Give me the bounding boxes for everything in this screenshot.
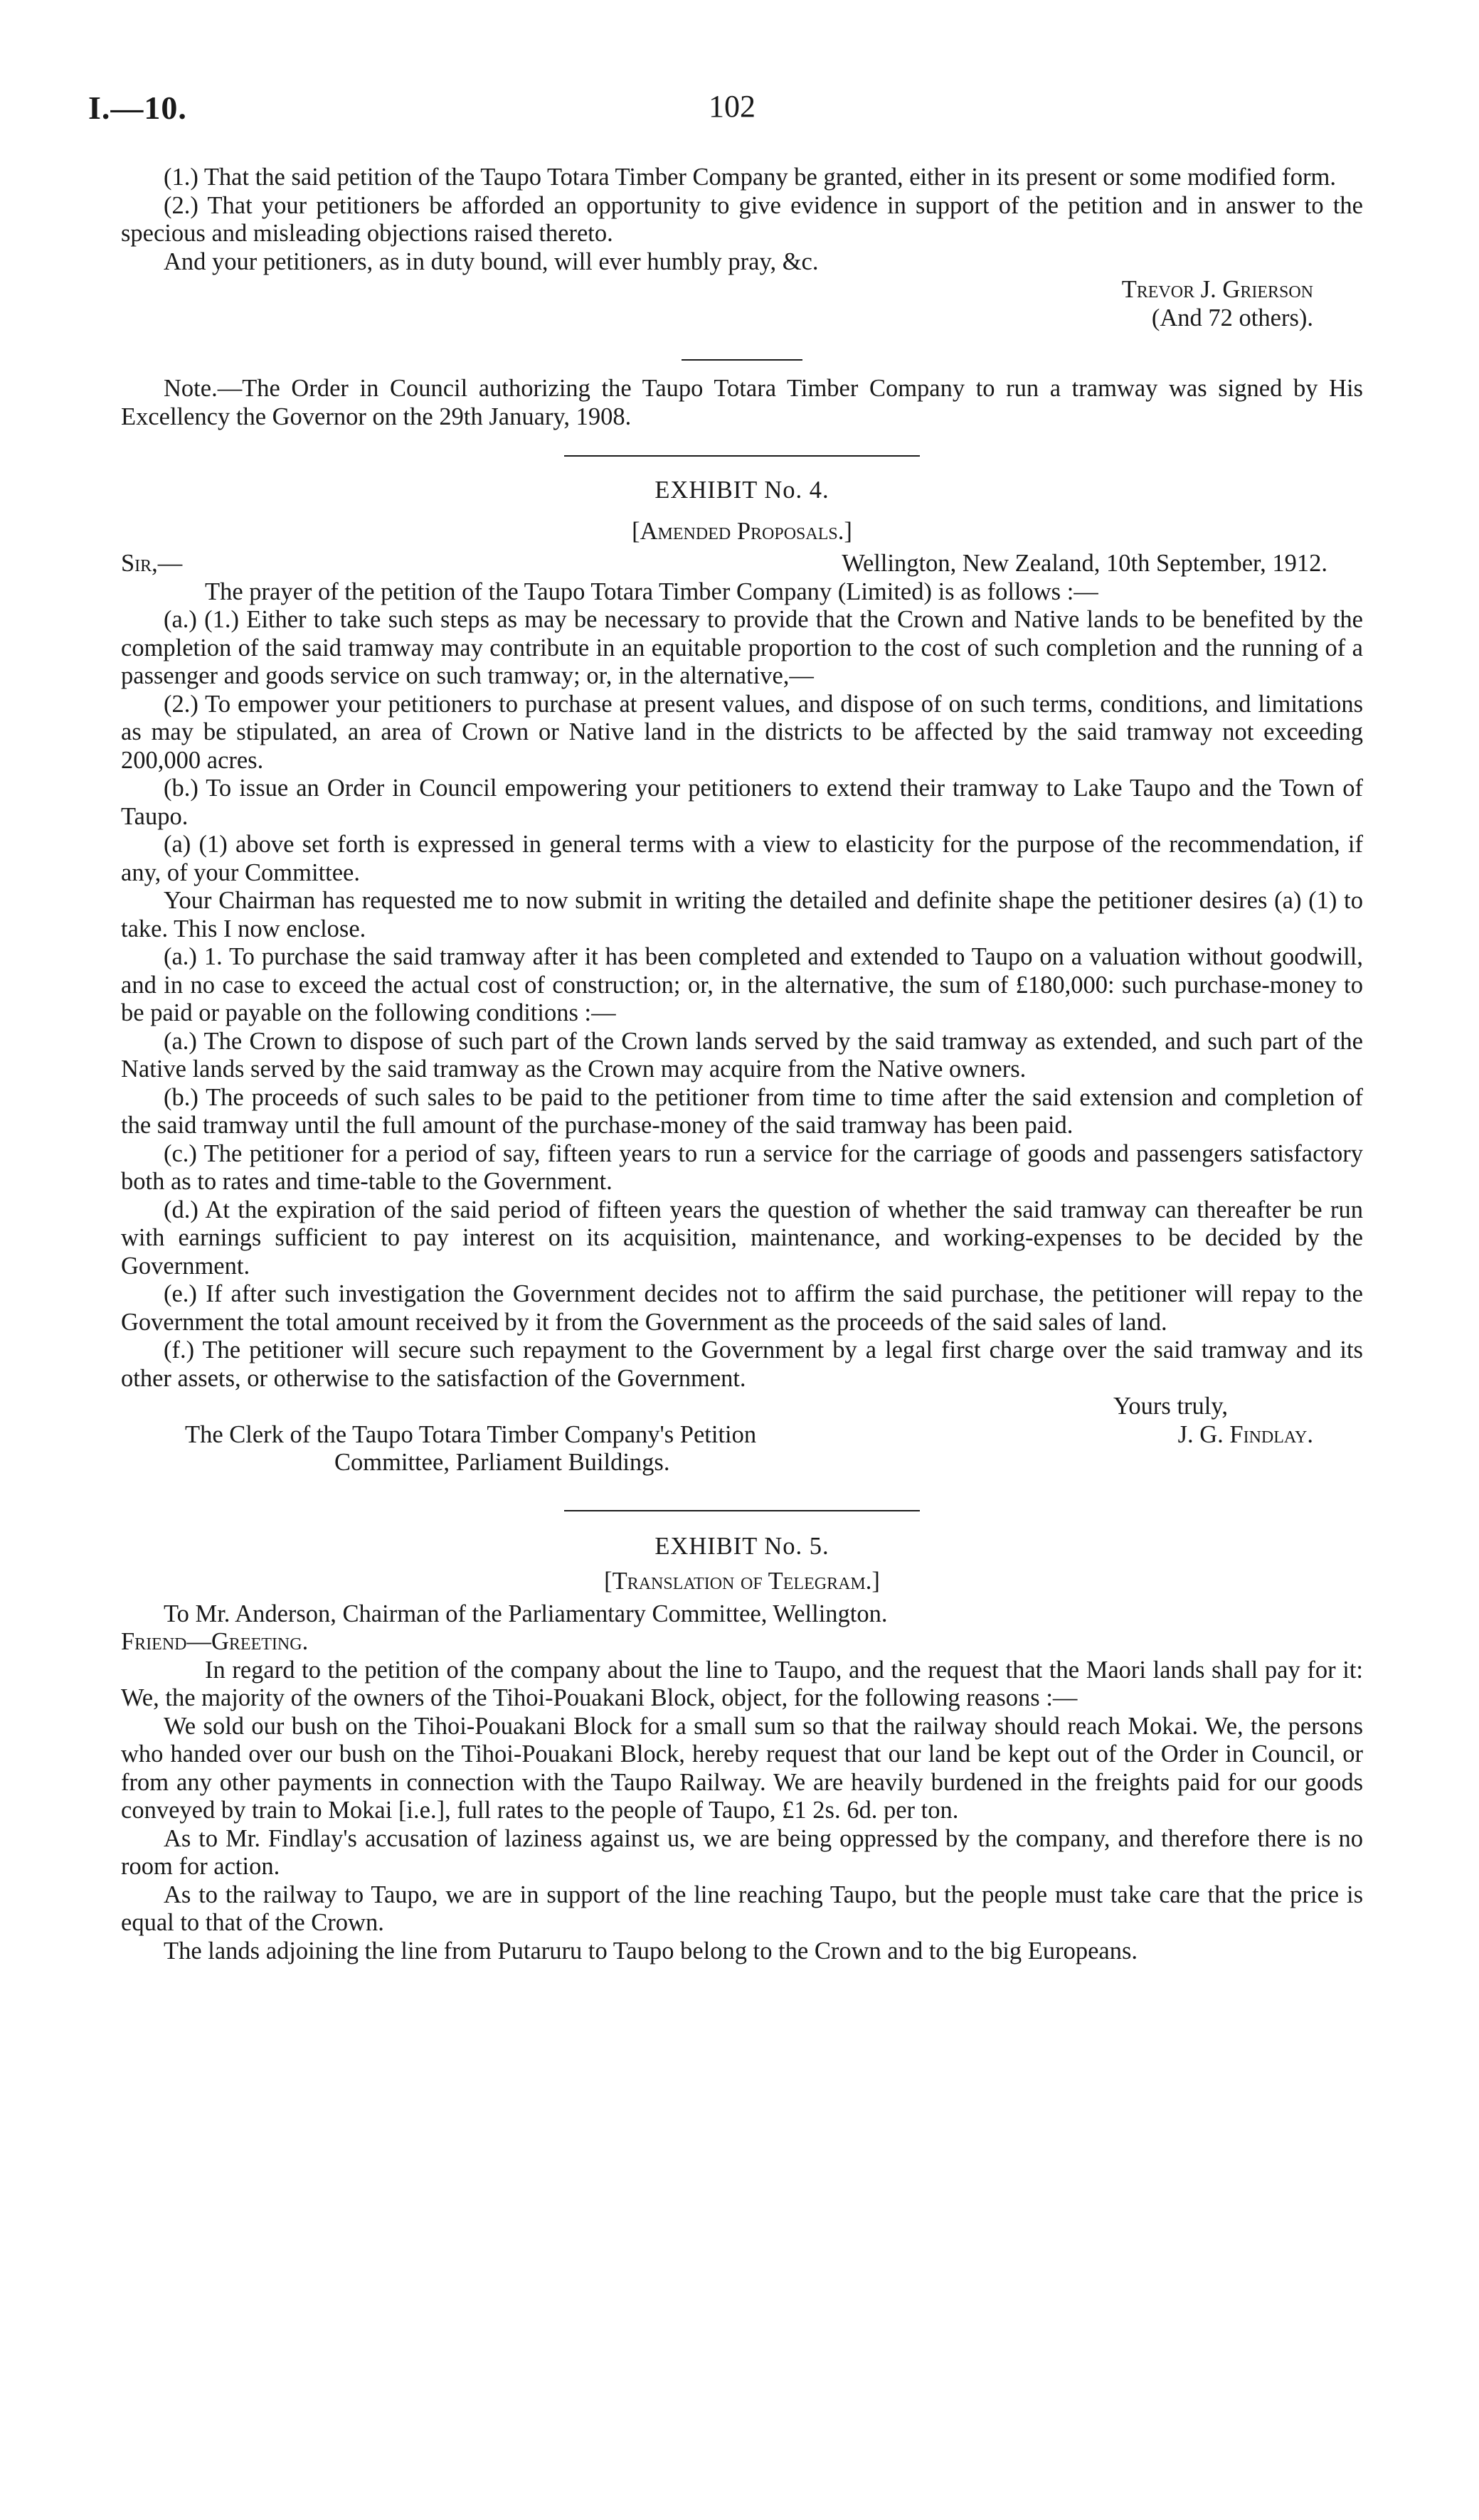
exhibit-4-title: EXHIBIT No. 4. (654, 477, 829, 504)
greeting: Friend—Greeting. (121, 1628, 309, 1655)
paragraph: (d.) At the expiration of the said period of fifteen years the question of whether the said tramway can thereafter be run with earnings sufficient to pay interest on its acquisition, maintenance, and working-expenses to be decided by the Government. (121, 1196, 1363, 1280)
addressee-row (121, 1421, 1363, 1450)
addressee-line-2: Committee, Parliament Buildings. (334, 1449, 670, 1476)
telegram-to: To Mr. Anderson, Chairman of the Parliamentary Committee, Wellington. (164, 1600, 888, 1627)
signatory-grierson: Trevor J. Grierson (1121, 276, 1313, 303)
paragraph: In regard to the petition of the company about the line to Taupo, and the request that the Maori lands shall pay for it: We, the majority of the owners of the Tihoi-Pouakani Block, object, for the following reasons :— (121, 1656, 1363, 1711)
paragraph: (2.) To empower your petitioners to purchase at present values, and dispose of on such terms, conditions, and limitations as may be stipulated, an area of Crown or Native land in the districts to be affected by the said tramway not exceeding 200,000 acres. (121, 690, 1363, 774)
divider (564, 455, 920, 457)
paragraph: The lands adjoining the line from Putaruru to Taupo belong to the Crown and to the big Europeans. (164, 1937, 1138, 1965)
exhibit-5-subtitle: [Translation of Telegram.] (604, 1568, 880, 1595)
paragraph: (a.) (1.) Either to take such steps as may be necessary to provide that the Crown and Native lands to be benefited by the completion of the said tramway may contribute in an equitable proportion to the cost of such completion and the running of a passenger and goods service on such tramway; or, in the alternative,— (121, 606, 1363, 689)
paragraph: (a.) 1. To purchase the said tramway after it has been completed and extended to Taupo on a valuation without goodwill, and in no case to exceed the actual cost of construction; or, in the alternative, the sum of £180,000: such purchase-money to be paid or payable on the following conditions :— (121, 943, 1363, 1026)
closing: Yours truly, (1113, 1393, 1228, 1420)
salutation: Sir,— (121, 550, 183, 577)
paragraph: We sold our bush on the Tihoi-Pouakani Block for a small sum so that the railway should reach Mokai. We, the persons who handed over our bush on the Tihoi-Pouakani Block, hereby request that our land be kept out of the Order in Council, or from any other payments in connection with the Taupo Railway. We are heavily burdened in the freights paid for our goods conveyed by train to Mokai [i.e.], full rates to the people of Taupo, £1 2s. 6d. per ton. (121, 1712, 1363, 1824)
exhibit-4 (121, 477, 1363, 1477)
paragraph: (f.) The petitioner will secure such repayment to the Government by a legal first charge over the said tramway and its other assets, or otherwise to the satisfaction of the Government. (121, 1336, 1363, 1392)
divider (564, 1510, 920, 1511)
signatory-others: (And 72 others). (1151, 304, 1313, 331)
paragraph: As to Mr. Findlay's accusation of laziness against us, we are being oppressed by the company, and therefore there is no room for action. (121, 1824, 1363, 1880)
paragraph: As to the railway to Taupo, we are in support of the line reaching Taupo, but the people must take care that the price is equal to that of the Crown. (121, 1881, 1363, 1936)
page-body (121, 164, 1363, 1965)
petition-item: (2.) That your petitioners be afforded an opportunity to give evidence in support of the petition and in answer to the specious and misleading objections raised thereto. (121, 191, 1363, 247)
paragraph: (c.) The petitioner for a period of say, fifteen years to run a service for the carriage of goods and passengers satisfactory both as to rates and time-table to the Government. (121, 1139, 1363, 1195)
place-date: Wellington, New Zealand, 10th September, 1912. (842, 550, 1327, 577)
paragraph: Your Chairman has requested me to now submit in writing the detailed and definite shape the petitioner desires (a) (1) to take. This I now enclose. (121, 887, 1363, 942)
exhibit-4-subtitle: [Amended Proposals.] (632, 517, 852, 545)
salutation-row (121, 550, 1363, 578)
petition-item: (1.) That the said petition of the Taupo Totara Timber Company be granted, either in its present or some modified form. (164, 164, 1336, 191)
petition-close (121, 164, 1363, 332)
paragraph: The prayer of the petition of the Taupo Totara Timber Company (Limited) is as follows :— (205, 578, 1098, 605)
exhibit-5-title: EXHIBIT No. 5. (654, 1532, 829, 1560)
exhibit-5 (121, 1533, 1363, 1966)
paragraph: (a) (1) above set forth is expressed in general terms with a view to elasticity for the purpose of the recommendation, if any, of your Committee. (121, 831, 1363, 886)
series-code: I.—10. (88, 90, 187, 126)
page-number: 102 (709, 89, 756, 124)
paragraph: (e.) If after such investigation the Government decides not to affirm the said purchase, the petitioner will repay to the Government the total amount received by it from the Government as the proceeds of the said sales of land. (121, 1280, 1363, 1336)
divider (682, 359, 802, 361)
note: Note.—The Order in Council authorizing the Taupo Totara Timber Company to run a tramway was signed by His Excellency the Governor on the 29th January, 1908. (121, 375, 1363, 430)
signatory-findlay: J. G. Findlay. (1177, 1420, 1313, 1448)
paragraph: (b.) The proceeds of such sales to be paid to the petitioner from time to time after the said extension and completion of the said tramway until the full amount of the purchase-money of the said tramway has been paid. (121, 1083, 1363, 1139)
petition-item: And your petitioners, as in duty bound, will ever humbly pray, &c. (164, 248, 819, 275)
paragraph: (b.) To issue an Order in Council empowering your petitioners to extend their tramway to Lake Taupo and the Town of Taupo. (121, 775, 1363, 830)
paragraph: (a.) The Crown to dispose of such part of the Crown lands served by the said tramway as extended, and such part of the Native lands served by the said tramway as the Crown may acquire from the Native owners. (121, 1027, 1363, 1083)
addressee-line-1: The Clerk of the Taupo Totara Timber Company's Petition (185, 1420, 757, 1448)
